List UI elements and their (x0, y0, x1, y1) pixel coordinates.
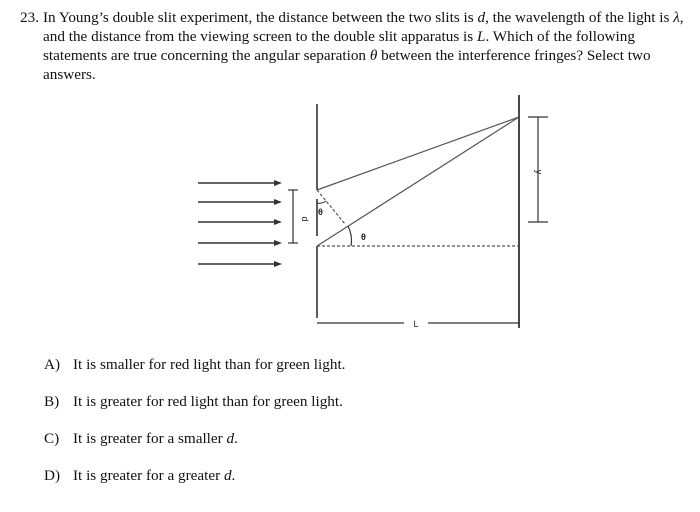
variable-theta: θ (369, 47, 378, 64)
upper-slit-ray (317, 117, 519, 190)
choice-letter: D) (44, 467, 61, 484)
question-text-part: between the interference fringes? Select two answers. (43, 47, 651, 83)
small-angle-arc (317, 201, 326, 203)
arrow-head (274, 240, 282, 246)
choice-text-end: . (231, 467, 236, 484)
question-text-part: . Which of the following statements are true concerning the angular separation (43, 28, 635, 64)
arrow-head (274, 199, 282, 205)
lower-slit-ray (317, 117, 519, 246)
slit-rays (317, 117, 519, 246)
y-label: y (534, 169, 544, 175)
arrow-head (274, 219, 282, 225)
choice-text-end: . (234, 430, 238, 447)
d-label: d (300, 216, 310, 222)
variable-L: L (477, 28, 486, 45)
theta-label-upper: θ (318, 207, 323, 217)
choice-text: It is smaller for red light than for green light. (73, 356, 346, 373)
arrow-head (274, 261, 282, 267)
arrow-head (274, 180, 282, 186)
angle-arc (348, 226, 351, 246)
L-label: L (413, 319, 419, 329)
question-text-part: In Young’s double slit experiment, the distance between the two slits is (43, 9, 478, 26)
choice-text (73, 466, 235, 485)
choice-text: It is greater for red light than for green light. (73, 393, 343, 410)
variable-d: d (226, 430, 235, 447)
theta-label-lower: θ (361, 232, 366, 242)
choice-text-part: It is greater for a smaller (73, 430, 227, 447)
question-text-part: , the wavelength of the light is (485, 9, 674, 26)
variable-d: d (477, 9, 486, 26)
choice-letter: C) (44, 430, 60, 447)
choice-letter: B) (44, 393, 60, 410)
choice-text-part: It is greater for a greater (73, 467, 224, 484)
question-number: 23. (20, 9, 39, 26)
question-text-part: , and the distance from the viewing screen to the double slit apparatus is (43, 9, 684, 45)
choice-letter: A) (44, 356, 61, 373)
variable-lambda: λ (673, 9, 680, 26)
d-dimension (288, 190, 298, 243)
choice-text (73, 429, 238, 448)
variable-d: d (223, 467, 232, 484)
incident-light-rays (198, 183, 278, 264)
